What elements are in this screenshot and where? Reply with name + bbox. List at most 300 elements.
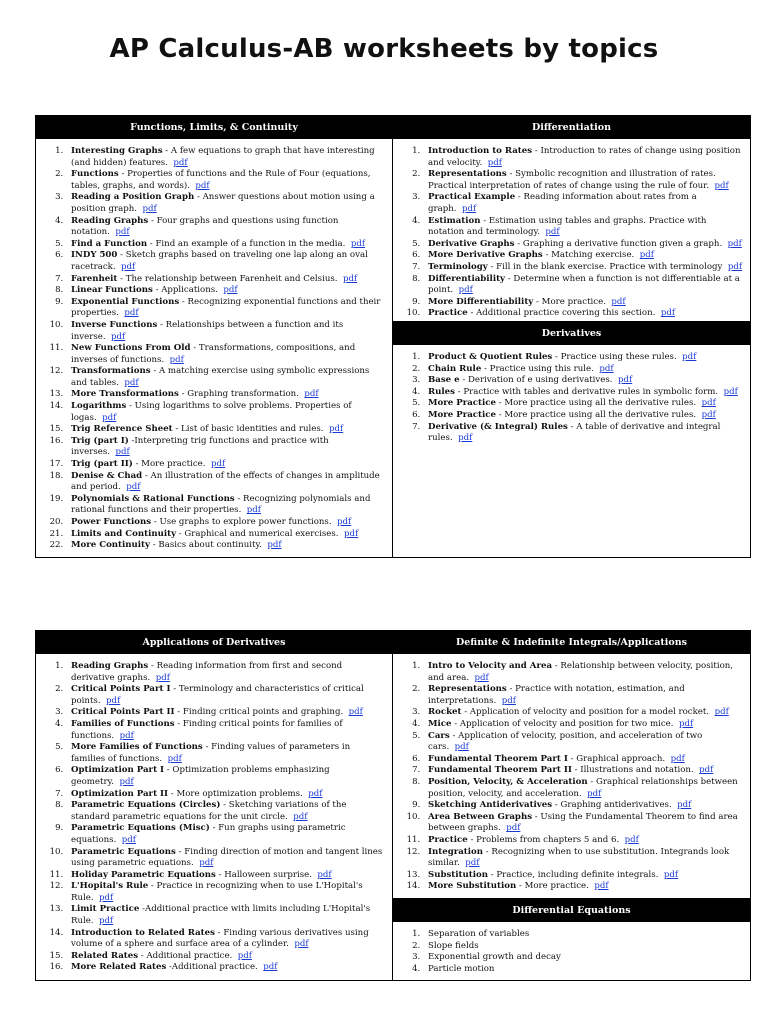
worksheet-title: Substitution	[428, 869, 488, 880]
pdf-link[interactable]: pdf	[594, 881, 609, 892]
list-item	[66, 239, 386, 251]
worksheet-description: - A few equations to graph that have interesting (and hidden) features.	[71, 146, 375, 168]
pdf-link[interactable]: pdf	[223, 285, 238, 296]
list-item	[423, 881, 744, 893]
pdf-link[interactable]: pdf	[106, 695, 121, 706]
pdf-link[interactable]: pdf	[458, 433, 473, 444]
worksheet-description: - A table of derivative and integral rules.	[428, 421, 721, 444]
worksheet-title: More Derivative Graphs	[428, 250, 543, 261]
list-item	[66, 928, 386, 951]
worksheet-description: - Finding critical points and graphing.	[174, 707, 344, 718]
list-item	[66, 297, 386, 320]
worksheet-title: Derivative (& Integral) Rules	[428, 421, 568, 432]
worksheet-title: Fundamental Theorem Part I	[428, 753, 568, 764]
worksheet-title: More Differentiability	[428, 296, 534, 307]
worksheet-description: - Graphical and numerical exercises.	[176, 528, 339, 539]
pdf-link[interactable]: pdf	[350, 238, 366, 249]
list-item	[423, 387, 744, 399]
list-item	[66, 707, 386, 719]
worksheet-description: - Use graphs to explore power functions.	[151, 517, 332, 527]
worksheet-title: Polynomials & Rational Functions	[71, 493, 235, 504]
pdf-link[interactable]: pdf	[115, 447, 130, 458]
pdf-link[interactable]: pdf	[714, 707, 729, 718]
worksheet-description: - Reading information about rates from a graph.	[428, 192, 697, 214]
worksheet-list	[399, 661, 744, 893]
worksheet-description: Separation of variables	[428, 929, 530, 939]
worksheet-title: Families of Functions	[71, 718, 175, 729]
worksheet-description: - Graphing transformation.	[178, 389, 299, 400]
list-item	[423, 250, 744, 262]
worksheet-description: - Halloween surprise.	[215, 869, 312, 880]
pdf-link[interactable]: pdf	[102, 412, 117, 423]
worksheet-description: - Finding critical points for families of functions.	[71, 718, 343, 741]
worksheet-description: - More practice.	[516, 881, 589, 892]
worksheet-title: Derivative Graphs	[428, 238, 515, 249]
pdf-link[interactable]: pdf	[501, 695, 516, 706]
list-item	[66, 789, 386, 801]
list-item	[66, 540, 386, 552]
worksheet-description: - Fun graphs using parametric equations.	[71, 823, 346, 845]
pdf-link[interactable]: pdf	[701, 409, 716, 420]
list-item	[423, 964, 744, 976]
worksheet-title: Optimization Part II	[71, 788, 169, 799]
pdf-link[interactable]: pdf	[210, 459, 226, 470]
worksheet-description: - Practice with notation, estimation, and interpretations.	[428, 684, 685, 706]
list-item	[66, 904, 386, 927]
worksheet-title: Transformations	[71, 366, 151, 377]
column-integrals	[393, 631, 750, 980]
worksheet-description: - Graphical approach.	[567, 753, 666, 764]
worksheet-description: - Four graphs and questions using function notation.	[71, 215, 339, 238]
list-item	[66, 661, 386, 684]
worksheet-description: - More optimization problems.	[168, 788, 303, 799]
pdf-link[interactable]: pdf	[126, 482, 141, 493]
list-item	[423, 754, 744, 766]
list-item	[66, 719, 386, 742]
worksheet-description: - Recognizing polynomials and rational functions and their properties.	[71, 493, 371, 516]
worksheet-description: - Answer questions about motion using a position graph.	[71, 192, 375, 214]
worksheet-title: Linear Functions	[71, 285, 153, 296]
worksheet-description: - More practice using all the derivative rules.	[495, 409, 697, 420]
list-item	[423, 364, 744, 376]
pdf-link[interactable]: pdf	[155, 672, 170, 683]
worksheet-list	[399, 146, 744, 320]
worksheet-description: - Determine when a function is not differentiable at a point.	[428, 273, 740, 296]
list-item	[423, 835, 744, 847]
worksheet-description: - The relationship between Farenheit and Celsius.	[117, 273, 338, 284]
pdf-link[interactable]: pdf	[328, 424, 344, 435]
worksheet-description: - Basics about continuity.	[150, 540, 262, 551]
worksheet-description: - Applications.	[152, 285, 218, 296]
list-item	[66, 389, 386, 401]
worksheet-title: Rocket	[428, 707, 462, 718]
worksheet-description: - Estimation using tables and graphs. Practice with notation and terminology.	[428, 215, 707, 238]
worksheet-title: Practical Example	[428, 192, 516, 203]
worksheet-description: - Find an example of a function in the media.	[147, 238, 346, 249]
list-item	[66, 320, 386, 343]
pdf-link[interactable]: pdf	[246, 505, 261, 516]
worksheet-description: - Using the Fundamental Theorem to find area between graphs.	[428, 811, 738, 834]
list-item	[423, 297, 744, 309]
list-item	[66, 471, 386, 494]
pdf-link[interactable]: pdf	[699, 765, 714, 776]
worksheet-title: Trig Reference Sheet	[71, 424, 173, 435]
worksheet-description: - Finding direction of motion and tangent lines using parametric equations.	[71, 846, 383, 869]
worksheet-description: - Matching exercise.	[542, 250, 635, 261]
pdf-link[interactable]: pdf	[660, 308, 675, 319]
worksheet-title: Differentiability	[428, 273, 506, 284]
pdf-link[interactable]: pdf	[111, 331, 126, 342]
worksheet-description: - More practice.	[533, 296, 606, 307]
worksheet-title: More Continuity	[71, 540, 151, 551]
worksheet-description: - Graphing antiderivatives.	[552, 800, 672, 811]
list-item	[423, 352, 744, 364]
pdf-link[interactable]: pdf	[454, 742, 469, 753]
worksheet-title: Interesting Graphs	[71, 146, 163, 156]
worksheet-title: Optimization Part I	[71, 765, 165, 776]
pdf-link[interactable]: pdf	[678, 718, 694, 729]
list-item	[66, 285, 386, 297]
section-heading-applications: Applications of Derivatives	[36, 631, 392, 654]
pdf-link[interactable]: pdf	[337, 517, 352, 527]
pdf-link[interactable]: pdf	[348, 707, 363, 718]
worksheet-title: Reading a Position Graph	[71, 192, 195, 203]
worksheet-description: - Fill in the blank exercise. Practice with terminology	[487, 261, 723, 272]
pdf-link[interactable]: pdf	[195, 180, 210, 191]
list-item	[423, 731, 744, 754]
worksheet-title: More Families of Functions	[71, 742, 203, 753]
list-item	[66, 684, 386, 707]
worksheet-description: -Additional practice with limits including L'Hopital's Rule.	[71, 904, 371, 927]
worksheet-title: Representations	[428, 684, 507, 695]
worksheet-description: -Additional practice.	[166, 962, 258, 973]
column-differentiation	[393, 116, 750, 557]
worksheet-title: Holiday Parametric Equations	[71, 869, 216, 880]
list-item	[66, 401, 386, 424]
pdf-link[interactable]: pdf	[121, 834, 136, 845]
worksheet-description: - Derivation of e using derivatives.	[459, 375, 613, 386]
worksheet-title: Functions	[71, 169, 119, 180]
pdf-link[interactable]: pdf	[167, 753, 182, 764]
list-item	[66, 823, 386, 846]
worksheet-description: - An illustration of the effects of changes in amplitude and period.	[71, 470, 380, 493]
list-item	[423, 192, 744, 215]
pdf-link[interactable]: pdf	[343, 273, 358, 284]
column-functions	[36, 116, 393, 557]
list-item	[423, 146, 744, 169]
pdf-link[interactable]: pdf	[474, 672, 489, 683]
pdf-link[interactable]: pdf	[624, 834, 639, 845]
pdf-link[interactable]: pdf	[294, 939, 309, 950]
pdf-link[interactable]: pdf	[587, 788, 602, 799]
worksheet-title: Critical Points Part II	[71, 707, 175, 718]
worksheet-description: - Application of velocity, position, and acceleration of two cars.	[428, 730, 703, 753]
worksheet-description: - Practice, including definite integrals.	[487, 869, 659, 880]
worksheet-description: - Recognizing when to use substitution. Integrands look similar.	[428, 846, 730, 869]
pdf-link[interactable]: pdf	[344, 528, 359, 539]
worksheet-title: Limit Practice	[71, 904, 140, 915]
list-item	[423, 375, 744, 387]
list-item	[66, 494, 386, 517]
list-item	[423, 719, 744, 731]
worksheet-title: Product & Quotient Rules	[428, 352, 553, 362]
list-item	[423, 684, 744, 707]
list-item	[423, 661, 744, 684]
worksheet-description: - Sketching variations of the standard parametric equations for the unit circle.	[71, 800, 347, 822]
list-item	[423, 216, 744, 239]
worksheet-description: - Using logarithms to solve problems. Properties of logas.	[71, 401, 352, 423]
worksheet-description: - Graphing a derivative function given a graph.	[514, 238, 723, 249]
list-item	[66, 250, 386, 273]
pdf-link[interactable]: pdf	[124, 308, 139, 319]
pdf-link[interactable]: pdf	[119, 776, 134, 787]
worksheet-title: Parametric Equations (Misc)	[71, 823, 210, 834]
worksheet-title: More Practice	[428, 409, 496, 420]
worksheet-title: Find a Function	[71, 238, 148, 249]
worksheet-title: Parametric Equations	[71, 846, 176, 857]
list-item	[423, 777, 744, 800]
list-item	[423, 410, 744, 422]
list-item	[423, 952, 744, 964]
pdf-link[interactable]: pdf	[119, 730, 134, 741]
pdf-link[interactable]: pdf	[465, 858, 480, 869]
worksheet-description: - Properties of functions and the Rule of Four (equations, tables, graphs, and words).	[71, 169, 371, 191]
worksheet-title: Practice	[428, 308, 468, 319]
worksheet-description: - Practice in recognizing when to use L'Hopital's Rule.	[71, 881, 363, 903]
list-item	[66, 800, 386, 823]
worksheet-title: More Transformations	[71, 389, 179, 400]
worksheet-title: Trig (part II)	[71, 459, 133, 470]
worksheet-title: Fundamental Theorem Part II	[428, 765, 572, 776]
worksheet-description: - A matching exercise using symbolic expressions and tables.	[71, 366, 370, 388]
section-heading-differentiation: Differentiation	[393, 116, 750, 139]
worksheet-description: - Terminology and characteristics of critical points.	[71, 684, 364, 706]
pdf-link[interactable]: pdf	[115, 227, 130, 238]
worksheet-description: - More practice.	[132, 459, 206, 470]
pdf-link[interactable]: pdf	[237, 950, 252, 961]
list-item	[66, 847, 386, 870]
worksheet-title: Rules	[428, 386, 455, 397]
worksheet-title: More Practice	[428, 398, 496, 409]
list-item	[66, 517, 386, 529]
worksheet-title: Sketching Antiderivatives	[428, 800, 553, 811]
worksheet-description: Slope fields	[428, 940, 479, 951]
pdf-link[interactable]: pdf	[487, 157, 502, 168]
pdf-link[interactable]: pdf	[458, 285, 473, 296]
worksheet-description: - Application of velocity and position for a model rocket.	[461, 707, 710, 718]
worksheet-title: Integration	[428, 846, 484, 857]
worksheet-description: - Finding values of parameters in families of functions.	[71, 742, 351, 764]
list-item	[423, 422, 744, 445]
worksheet-title: Farenheit	[71, 273, 118, 284]
worksheet-list	[399, 352, 744, 445]
worksheet-description: - Introduction to rates of change using position and velocity.	[428, 146, 741, 168]
worksheet-title: Representations	[428, 169, 507, 180]
pdf-link[interactable]: pdf	[639, 250, 654, 261]
list-item	[66, 962, 386, 974]
worksheet-title: Mice	[428, 718, 452, 729]
worksheet-description: - Relationship between velocity, position, and area.	[428, 661, 734, 683]
pdf-link[interactable]: pdf	[682, 352, 697, 362]
list-item	[66, 951, 386, 963]
pdf-link[interactable]: pdf	[506, 823, 521, 834]
list-item	[423, 870, 744, 882]
topics-table-bottom	[35, 630, 751, 981]
pdf-link[interactable]: pdf	[461, 203, 477, 214]
section-heading-functions: Functions, Limits, & Continuity	[36, 116, 392, 139]
pdf-link[interactable]: pdf	[545, 227, 560, 238]
pdf-link[interactable]: pdf	[617, 375, 633, 386]
list-item	[66, 436, 386, 459]
worksheet-description: - Additional practice.	[138, 950, 233, 961]
worksheet-description: - Additional practice covering this section.	[467, 308, 656, 319]
list-item	[66, 169, 386, 192]
list-item	[66, 765, 386, 788]
list-item	[66, 742, 386, 765]
worksheet-title: Logarithms	[71, 401, 127, 412]
worksheet-description: - Recognizing exponential functions and their properties.	[71, 296, 381, 319]
list-item	[66, 529, 386, 541]
list-item	[66, 343, 386, 366]
pdf-link[interactable]: pdf	[293, 811, 308, 822]
worksheet-description: - Relationships between a function and its inverse.	[71, 319, 344, 342]
list-item	[66, 881, 386, 904]
pdf-link[interactable]: pdf	[121, 261, 136, 272]
list-item	[423, 812, 744, 835]
worksheet-title: Area Between Graphs	[428, 811, 533, 822]
worksheet-description: - Practice with tables and derivative rules in symbolic form.	[454, 386, 719, 397]
pdf-link[interactable]: pdf	[714, 180, 729, 191]
pdf-link[interactable]: pdf	[317, 869, 332, 880]
worksheet-description: - Practice using this rule.	[481, 363, 594, 374]
worksheet-description: - Application of velocity and position for two mice.	[451, 718, 674, 729]
section-differential-equations	[393, 898, 750, 975]
worksheet-description: - List of basic identities and rules.	[172, 424, 324, 435]
worksheet-title: Reading Graphs	[71, 215, 149, 226]
worksheet-title: Introduction to Rates	[428, 146, 533, 156]
worksheet-title: Base e	[428, 375, 460, 386]
worksheet-description: - Finding various derivatives using volume of a sphere and surface area of a cylinder.	[71, 927, 369, 950]
pdf-link[interactable]: pdf	[599, 363, 614, 374]
worksheet-list	[399, 929, 744, 975]
pdf-link[interactable]: pdf	[670, 753, 685, 764]
worksheet-title: More Substitution	[428, 881, 517, 892]
list-item	[423, 308, 744, 320]
list-item	[423, 169, 744, 192]
list-item	[66, 424, 386, 436]
worksheet-title: Related Rates	[71, 950, 139, 961]
section-heading-differential-equations: Differential Equations	[393, 899, 750, 922]
worksheet-title: Trig (part I)	[71, 435, 129, 446]
worksheet-description: Particle motion	[428, 963, 495, 974]
worksheet-title: Estimation	[428, 215, 481, 226]
topics-table-top	[35, 115, 751, 558]
list-item	[423, 941, 744, 953]
pdf-link[interactable]: pdf	[169, 354, 184, 365]
worksheet-description: - Practice using these rules.	[552, 352, 677, 362]
pdf-link[interactable]: pdf	[723, 386, 738, 397]
worksheet-title: Power Functions	[71, 517, 152, 527]
worksheet-description: - Graphical relationships between position, velocity, and acceleration.	[428, 776, 738, 799]
page-title: AP Calculus-AB worksheets by topics	[109, 34, 659, 64]
worksheet-title: INDY 500	[71, 250, 118, 261]
pdf-link[interactable]: pdf	[267, 540, 282, 551]
worksheet-list	[42, 661, 386, 974]
worksheet-title: Denise & Chad	[71, 470, 143, 481]
worksheet-title: Terminology	[428, 261, 488, 272]
pdf-link[interactable]: pdf	[99, 892, 114, 903]
worksheet-description: - Problems from chapters 5 and 6.	[467, 834, 620, 845]
worksheet-description: -Interpreting trig functions and practice with inverses.	[71, 435, 329, 458]
worksheet-list	[42, 146, 386, 552]
worksheet-title: Cars	[428, 730, 450, 741]
list-item	[423, 398, 744, 410]
list-item	[66, 366, 386, 389]
list-item	[66, 146, 386, 169]
worksheet-title: Intro to Velocity and Area	[428, 661, 553, 671]
list-item	[423, 262, 744, 274]
pdf-link[interactable]: pdf	[124, 377, 139, 388]
worksheet-title: L'Hopital's Rule	[71, 881, 149, 892]
pdf-link[interactable]: pdf	[727, 238, 742, 249]
pdf-link[interactable]: pdf	[727, 261, 743, 272]
section-derivatives	[393, 321, 750, 445]
pdf-link[interactable]: pdf	[677, 800, 692, 811]
worksheet-title: Inverse Functions	[71, 319, 158, 330]
worksheet-description: - Symbolic recognition and illustration of rates. Practical interpretation of rates of change using the rule of four.	[428, 169, 716, 191]
list-item	[66, 192, 386, 215]
list-item	[423, 765, 744, 777]
pdf-link[interactable]: pdf	[142, 203, 157, 214]
worksheet-title: Parametric Equations (Circles)	[71, 800, 221, 811]
list-item	[66, 870, 386, 882]
worksheet-description: - Sketch graphs based on traveling one lap along an oval racetrack.	[71, 250, 368, 272]
worksheet-description: - Illustrations and notation.	[571, 765, 694, 776]
worksheet-description: - More practice using all the derivative rules.	[495, 398, 697, 409]
pdf-link[interactable]: pdf	[611, 296, 626, 307]
worksheet-title: Exponential Functions	[71, 296, 180, 307]
pdf-link[interactable]: pdf	[304, 389, 319, 400]
worksheet-title: Introduction to Related Rates	[71, 927, 215, 938]
pdf-link[interactable]: pdf	[663, 869, 679, 880]
list-item	[66, 459, 386, 471]
list-item	[423, 707, 744, 719]
list-item	[66, 216, 386, 239]
worksheet-title: Critical Points Part I	[71, 684, 171, 695]
worksheet-title: Practice	[428, 834, 468, 845]
list-item	[66, 274, 386, 286]
pdf-link[interactable]: pdf	[173, 157, 188, 168]
worksheet-title: Limits and Continuity	[71, 528, 177, 539]
worksheet-title: Chain Rule	[428, 363, 482, 374]
worksheet-title: New Functions From Old	[71, 343, 191, 354]
worksheet-title: Reading Graphs	[71, 661, 149, 671]
list-item	[423, 239, 744, 251]
worksheet-title: Position, Velocity, & Acceleration	[428, 776, 588, 787]
pdf-link[interactable]: pdf	[263, 962, 278, 973]
worksheet-title: More Related Rates	[71, 962, 167, 973]
pdf-link[interactable]: pdf	[308, 788, 323, 799]
list-item	[423, 847, 744, 870]
worksheet-description: Exponential growth and decay	[428, 952, 561, 963]
pdf-link[interactable]: pdf	[701, 398, 716, 409]
pdf-link[interactable]: pdf	[99, 916, 114, 927]
section-heading-derivatives: Derivatives	[393, 322, 750, 345]
pdf-link[interactable]: pdf	[199, 858, 214, 869]
worksheet-description: - Reading information from first and second derivative graphs.	[71, 661, 343, 683]
list-item	[423, 929, 744, 941]
worksheet-description: - Transformations, compositions, and inverses of functions.	[71, 343, 356, 365]
